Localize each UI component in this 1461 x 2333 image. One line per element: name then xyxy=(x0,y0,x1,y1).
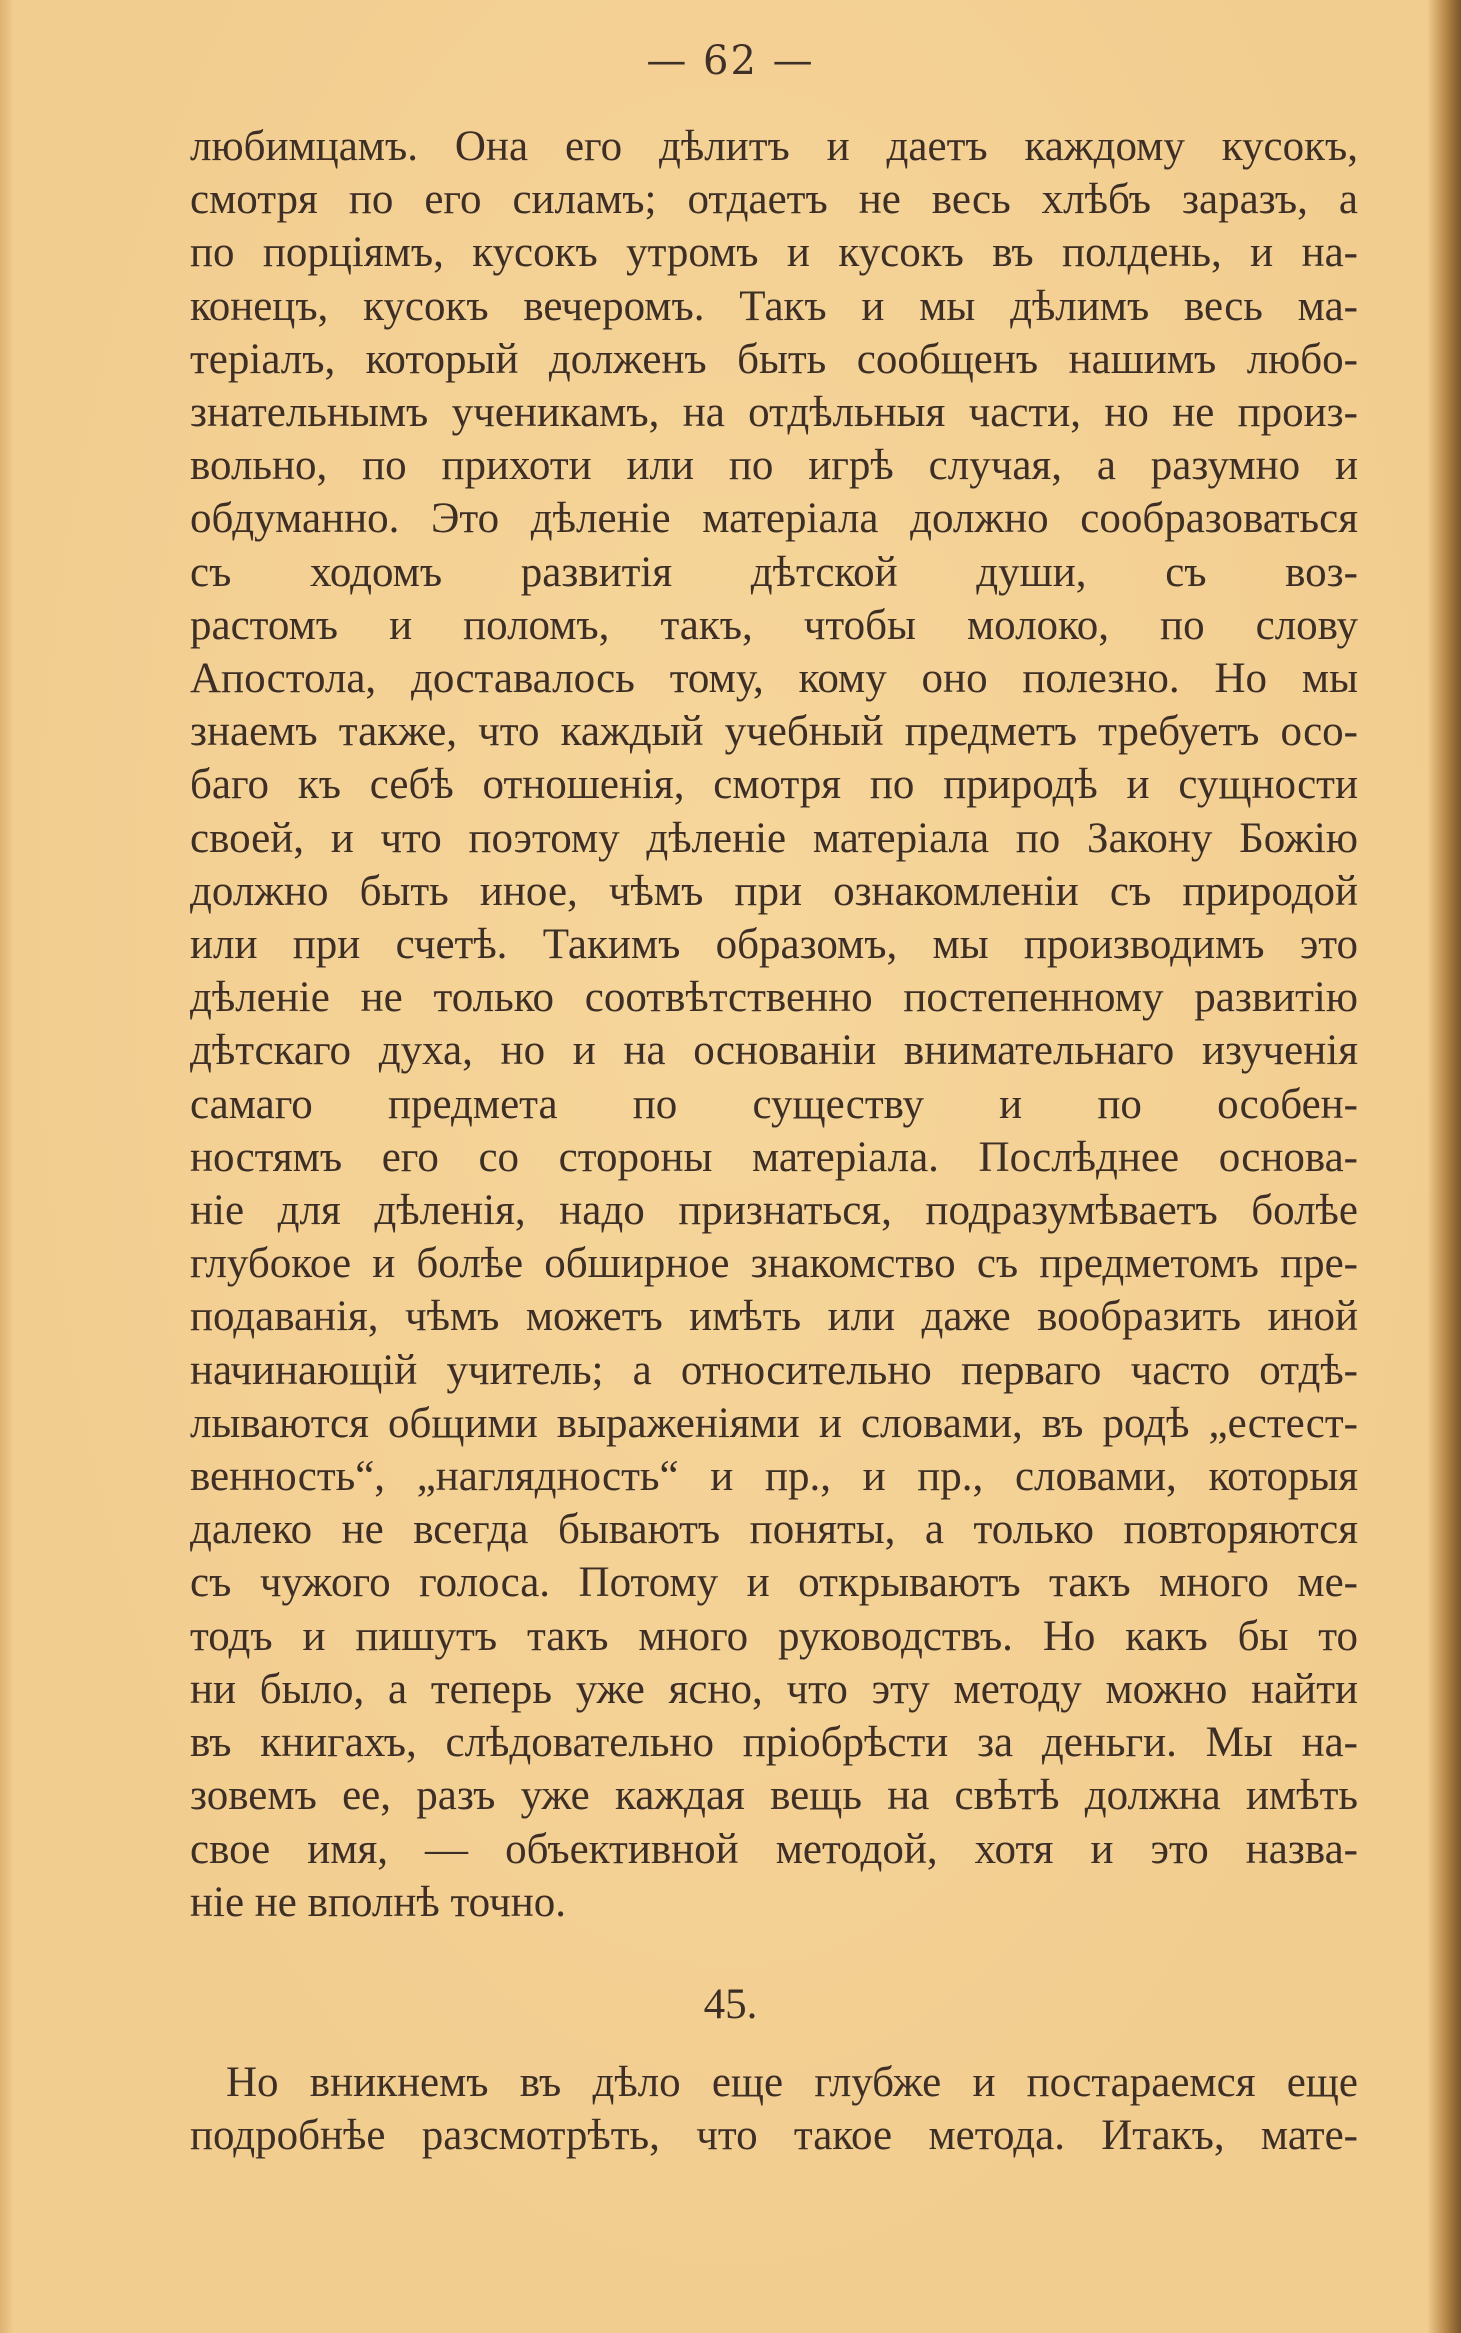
text-line: обдуманно. Это дѣленіе матеріала должно сообразоваться xyxy=(190,495,1358,543)
text-line: Апостола, доставалось тому, кому оно полезно. Но мы xyxy=(190,655,1358,703)
text-line: теріалъ, который долженъ быть сообщенъ нашимъ любо- xyxy=(190,335,1358,383)
text-line: подробнѣе разсмотрѣть, что такое метода. Итакъ, мате- xyxy=(190,2112,1358,2160)
text-line: Но вникнемъ въ дѣло еще глубже и постараемся еще xyxy=(226,2059,1358,2106)
paragraph-text xyxy=(190,120,1358,1929)
text-line: самаго предмета по существу и по особен- xyxy=(190,1080,1358,1128)
text-line: съ чужого голоса. Потому и открываютъ такъ много ме- xyxy=(190,1559,1358,1607)
text-line: ностямъ его со стороны матеріала. Послѣднее основа- xyxy=(190,1133,1358,1181)
text-line: растомъ и поломъ, такъ, чтобы молоко, по слову xyxy=(190,601,1358,649)
text-line: знательнымъ ученикамъ, на отдѣльныя части, но не произ- xyxy=(190,389,1358,437)
section-text xyxy=(190,2056,1358,2162)
text-line: зовемъ ее, разъ уже каждая вещь на свѣтѣ должна имѣть xyxy=(190,1772,1358,1820)
text-line: ніе не вполнѣ точно. xyxy=(190,1878,566,1926)
text-line: или при счетѣ. Такимъ образомъ, мы производимъ это xyxy=(190,921,1358,969)
page-number: — 62 — xyxy=(646,38,815,84)
text-line: баго къ себѣ отношенія, смотря по природѣ и сущности xyxy=(190,761,1358,809)
text-line: должно быть иное, чѣмъ при ознакомленіи съ природой xyxy=(190,867,1358,915)
text-line: дѣленіе не только соотвѣтственно постепенному развитію xyxy=(190,974,1358,1022)
text-line: смотря по его силамъ; отдаетъ не весь хлѣбъ заразъ, а xyxy=(190,176,1358,224)
text-line: венность“, „наглядность“ и пр., и пр., словами, которыя xyxy=(190,1453,1358,1501)
text-line: подаванія, чѣмъ можетъ имѣть или даже вообразить иной xyxy=(190,1293,1358,1341)
text-line: далеко не всегда бываютъ поняты, а только повторяются xyxy=(190,1506,1358,1554)
section-number: 45. xyxy=(703,1981,758,2028)
text-line: знаемъ также, что каждый учебный предметъ требуетъ осо- xyxy=(190,708,1358,756)
text-line: ніе для дѣленія, надо признаться, подразумѣваетъ болѣе xyxy=(190,1187,1358,1235)
text-line: глубокое и болѣе обширное знакомство съ предметомъ пре- xyxy=(190,1240,1358,1288)
text-line: своей, и что поэтому дѣленіе матеріала по Закону Божію xyxy=(190,814,1358,862)
text-line: ни было, а теперь уже ясно, что эту методу можно найти xyxy=(190,1665,1358,1713)
text-line: любимцамъ. Она его дѣлитъ и даетъ каждому кусокъ, xyxy=(190,123,1358,170)
text-line: вольно, по прихоти или по игрѣ случая, а разумно и xyxy=(190,442,1358,490)
text-line: съ ходомъ развитія дѣтской души, съ воз- xyxy=(190,548,1358,596)
text-line: начинающій учитель; а относительно перваго часто отдѣ- xyxy=(190,1346,1358,1394)
text-line: дѣтскаго духа, но и на основаніи внимательнаго изученія xyxy=(190,1027,1358,1075)
text-line: лываются общими выраженіями и словами, въ родѣ „естест- xyxy=(190,1399,1358,1447)
text-line: конецъ, кусокъ вечеромъ. Такъ и мы дѣлимъ весь ма- xyxy=(190,282,1358,330)
text-line: тодъ и пишутъ такъ много руководствъ. Но какъ бы то xyxy=(190,1612,1358,1660)
text-line: въ книгахъ, слѣдовательно пріобрѣсти за деньги. Мы на- xyxy=(190,1719,1358,1767)
text-line: по порціямъ, кусокъ утромъ и кусокъ въ полдень, и на- xyxy=(190,229,1358,277)
text-line: свое имя, — объективной методой, хотя и это назва- xyxy=(190,1825,1358,1873)
